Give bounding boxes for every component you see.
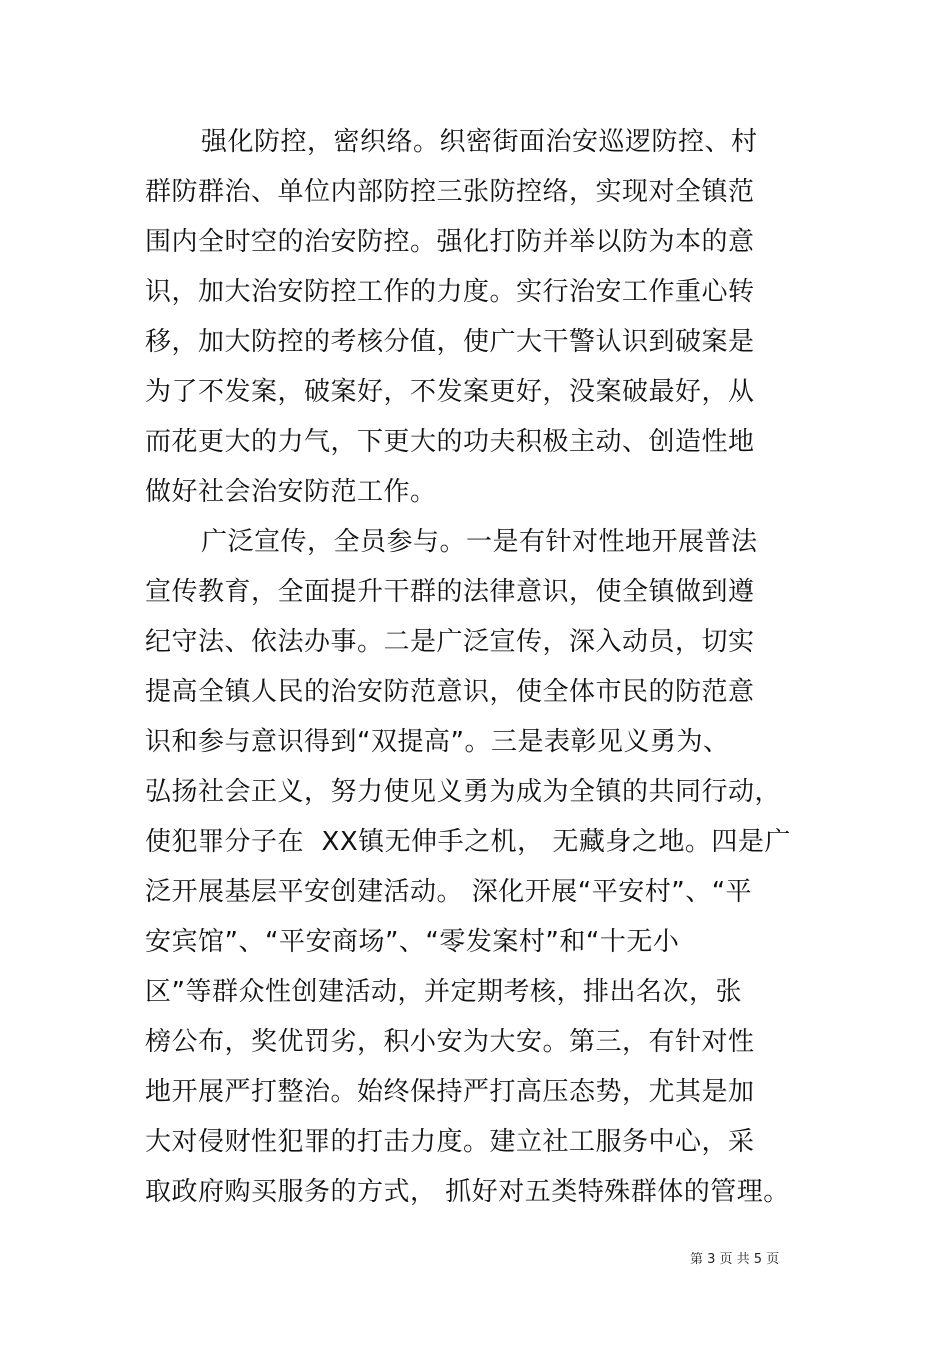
paragraph-1-line-5: 移，加大防控的考核分值，使广大干警认识到破案是 [145, 327, 755, 357]
paragraph-2-line-6: 弘扬社会正义，努力使见义勇为成为全镇的共同行动， [145, 777, 782, 807]
paragraph-2-line-13: 大对侵财性犯罪的打击力度。建立社工服务中心，采 [145, 1127, 755, 1157]
paragraph-2-line-1: 广泛宣传，全员参与。一是有针对性地开展普法 [201, 527, 758, 557]
paragraph-2-line-3: 纪守法、依法办事。二是广泛宣传，深入动员，切实 [145, 627, 755, 657]
paragraph-2-line-9: 安宾馆”、“平安商场”、“零发案村”和“十无小 [145, 927, 680, 957]
paragraph-1-line-3: 围内全时空的治安防控。强化打防并举以防为本的意 [145, 227, 755, 257]
paragraph-2-line-11: 榜公布，奖优罚劣，积小安为大安。第三，有针对性 [145, 1027, 755, 1057]
body-text [145, 117, 825, 1217]
paragraph-2-line-4: 提高全镇人民的治安防范意识，使全体市民的防范意 [145, 677, 755, 707]
paragraph-1-line-8: 做好社会治安防范工作。 [145, 477, 437, 507]
paragraph-2-line-5: 识和参与意识得到“双提高”。三是表彰见义勇为、 [145, 727, 730, 757]
paragraph-1-line-7: 而花更大的力气，下更大的功夫积极主动、创造性地 [145, 427, 755, 457]
paragraph-1-line-4: 识，加大治安防控工作的力度。实行治安工作重心转 [145, 277, 755, 307]
paragraph-1-line-1: 强化防控，密织络。织密街面治安巡逻防控、村 [201, 127, 758, 157]
paragraph-2-line-14: 取政府购买服务的方式， 抓好对五类特殊群体的管理。 [145, 1177, 790, 1207]
paragraph-2-line-2: 宣传教育，全面提升干群的法律意识，使全镇做到遵 [145, 577, 755, 607]
paragraph-2-line-10: 区”等群众性创建活动，并定期考核，排出名次，张 [145, 977, 742, 1007]
paragraph-2-line-8: 泛开展基层平安创建活动。 深化开展“平安村”、“平 [145, 877, 753, 907]
paragraph-2-line-12: 地开展严打整治。始终保持严打高压态势，尤其是加 [145, 1077, 755, 1107]
paragraph-1-line-2: 群防群治、单位内部防控三张防控络，实现对全镇范 [145, 177, 755, 207]
paragraph-2-line-7: 使犯罪分子在 XX镇无伸手之机， 无藏身之地。四是广 [145, 827, 791, 857]
page-number-footer: 第 3 页 共 5 页 [690, 1252, 780, 1267]
paragraph-1-line-6: 为了不发案，破案好，不发案更好，没案破最好，从 [145, 377, 755, 407]
